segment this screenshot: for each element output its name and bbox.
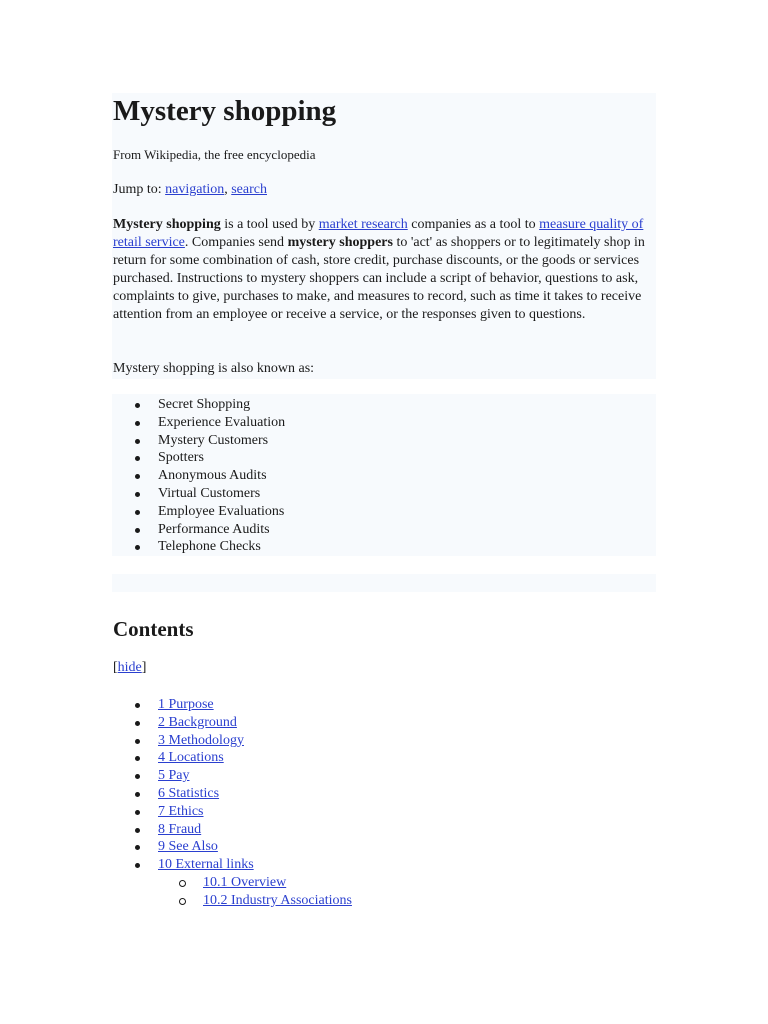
bullet-icon [135, 545, 140, 550]
bullet-icon [135, 421, 140, 426]
toc-subitem-industry-associations [158, 892, 352, 910]
toc-sublink[interactable]: 10.1 Overview [203, 874, 287, 890]
list-item [113, 521, 285, 539]
alias-label: Performance Audits [158, 521, 270, 537]
toc-link[interactable]: 2 Background [158, 714, 237, 730]
jump-search-link[interactable]: search [231, 182, 267, 197]
list-item [113, 396, 285, 414]
measure-quality-link[interactable]: measure quality of retail service [113, 217, 644, 250]
bullet-icon [135, 510, 140, 515]
bracket-close: ] [141, 660, 147, 675]
bullet-icon [135, 739, 140, 744]
toc-sublink[interactable]: 10.2 Industry Associations [203, 892, 352, 908]
toc-item-pay [113, 767, 254, 785]
intro-text-3: . Companies send [184, 234, 288, 250]
hide-toc-link[interactable]: hide [117, 660, 142, 675]
bullet-icon [135, 528, 140, 533]
bullet-icon [135, 845, 140, 850]
bracket-open: [ [113, 660, 118, 675]
circle-bullet-icon [179, 880, 186, 887]
toc-item-methodology [113, 732, 254, 750]
bullet-icon [135, 828, 140, 833]
list-item [113, 467, 285, 485]
toc-link[interactable]: 9 See Also [158, 839, 218, 855]
market-research-link[interactable]: market research [318, 217, 408, 232]
bullet-icon [135, 439, 140, 444]
toc-item-external-links [113, 856, 352, 908]
page-subtitle: From Wikipedia, the free encyclopedia [113, 147, 316, 162]
toc-sublist [158, 874, 352, 910]
list-item [113, 414, 285, 432]
toc-subitem-overview [158, 874, 352, 892]
alias-list [113, 396, 285, 556]
toc-item-fraud [113, 821, 254, 839]
alias-label: Telephone Checks [158, 539, 261, 555]
toc-list [113, 696, 352, 908]
bullet-icon [135, 810, 140, 815]
list-item [113, 449, 285, 467]
alias-label: Secret Shopping [158, 397, 251, 412]
bullet-icon [135, 456, 140, 461]
alias-label: Experience Evaluation [158, 414, 286, 430]
alias-label: Employee Evaluations [158, 503, 285, 519]
list-item [113, 503, 285, 521]
bullet-icon [135, 474, 140, 479]
jump-to-label: Jump to: [113, 182, 166, 197]
toc-link[interactable]: 4 Locations [158, 750, 224, 766]
toc-item-statistics [113, 785, 254, 803]
intro-text-4: to 'act' as shoppers or to legitimately shop in return for some combination of cash, store credit, purchase discounts, or the goods or services purchased. Instructions to mystery shoppers can include a script of behavior, questions to ask, complaints to give, purchases to make, and measures to record, such as time it takes to receive attention from an employee or receive a service, or the responses given to questions. [113, 234, 645, 322]
toc-item-ethics [113, 803, 254, 821]
bullet-icon [135, 774, 140, 779]
toc-link[interactable]: 10 External links [158, 857, 254, 873]
bullet-icon [135, 863, 140, 868]
contents-heading: Contents [113, 617, 194, 641]
jump-navigation-link[interactable]: navigation [165, 182, 225, 197]
toc-link[interactable]: 1 Purpose [158, 697, 214, 712]
bullet-icon [135, 703, 140, 708]
bullet-icon [135, 756, 140, 761]
list-item [113, 485, 285, 503]
alias-label: Anonymous Audits [158, 468, 267, 484]
toc-link[interactable]: 8 Fraud [158, 821, 202, 837]
jump-separator: , [224, 182, 232, 197]
intro-shoppers-term: mystery shoppers [287, 234, 393, 250]
list-item [113, 432, 285, 450]
bullet-icon [135, 721, 140, 726]
toc-item-see-also [113, 838, 254, 856]
circle-bullet-icon [179, 898, 186, 905]
alias-label: Spotters [158, 450, 204, 466]
toc-item-purpose [113, 696, 254, 714]
intro-text-1: is a tool used by [220, 217, 319, 232]
toc-link[interactable]: 7 Ethics [158, 803, 204, 819]
toc-link[interactable]: 3 Methodology [158, 732, 244, 748]
jump-to-row [113, 181, 267, 199]
alias-label: Virtual Customers [158, 485, 261, 501]
list-item [113, 538, 285, 556]
intro-term: Mystery shopping [113, 217, 221, 232]
intro-text-2: companies as a tool to [407, 217, 540, 232]
alias-label: Mystery Customers [158, 432, 269, 448]
bullet-icon [135, 492, 140, 497]
toc-link[interactable]: 5 Pay [158, 768, 190, 784]
intro-paragraph [113, 216, 655, 323]
also-known-as-label: Mystery shopping is also known as: [113, 361, 315, 376]
toc-item-background [113, 714, 254, 732]
spacer-background-block [112, 574, 656, 592]
toc-toggle [113, 659, 146, 677]
toc-link[interactable]: 6 Statistics [158, 785, 220, 801]
toc-item-locations [113, 749, 254, 767]
page-title: Mystery shopping [113, 95, 337, 127]
bullet-icon [135, 792, 140, 797]
bullet-icon [135, 403, 140, 408]
